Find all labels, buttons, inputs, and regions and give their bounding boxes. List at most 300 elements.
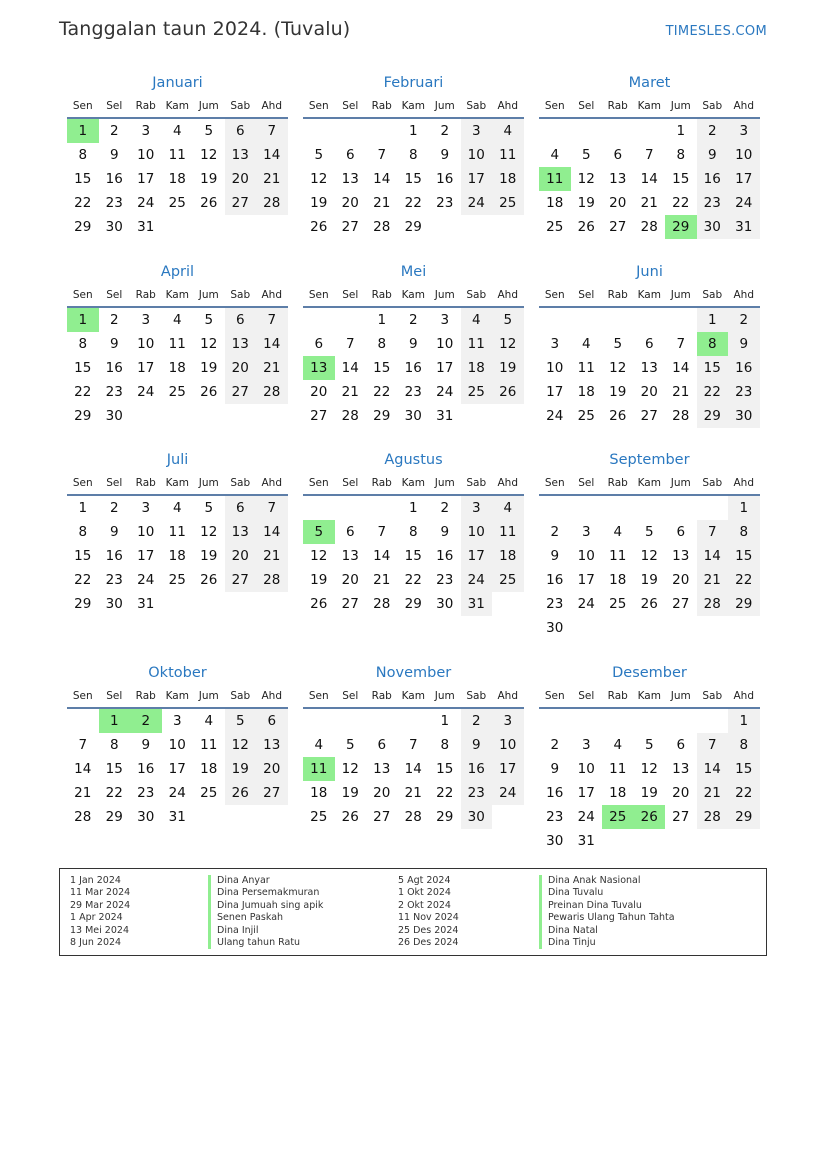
weekday-label: Rab — [371, 690, 392, 702]
day-cell: 26 — [310, 219, 328, 235]
day-cell: 10 — [492, 733, 524, 757]
empty-day-cell — [492, 215, 524, 239]
day-cell: 7 — [256, 496, 288, 520]
legend-right-names — [539, 875, 675, 949]
day-cell: 19 — [200, 548, 218, 564]
day-cell: 16 — [697, 167, 729, 191]
day-cell: 15 — [728, 544, 760, 568]
week-row — [67, 191, 288, 215]
month-januari — [67, 72, 288, 239]
empty-day-cell — [602, 496, 634, 520]
day-cell: 13 — [609, 171, 627, 187]
day-cell: 30 — [546, 833, 564, 849]
day-cell: 5 — [225, 709, 257, 733]
day-cell: 23 — [436, 195, 454, 211]
week-row — [539, 592, 760, 616]
empty-day-cell — [634, 616, 666, 640]
day-cell: 28 — [640, 219, 658, 235]
day-cell: 10 — [436, 336, 454, 352]
day-cell: 30 — [461, 805, 493, 829]
weekday-label: Sen — [72, 477, 93, 489]
day-cell: 30 — [105, 219, 123, 235]
day-cell: 18 — [609, 785, 627, 801]
day-cell: 1 — [440, 713, 450, 729]
empty-day-cell — [539, 119, 571, 143]
day-cell: 29 — [105, 809, 123, 825]
legend-holiday-name: Dina Jumuah sing apik — [208, 900, 323, 912]
day-cell: 11 — [609, 761, 627, 777]
day-cell: 7 — [644, 147, 654, 163]
day-cell: 28 — [697, 805, 729, 829]
day-cell: 23 — [461, 781, 493, 805]
weekday-label: Ahd — [261, 690, 282, 702]
day-cell: 12 — [341, 761, 359, 777]
day-cell: 6 — [377, 737, 387, 753]
day-cell: 2 — [697, 119, 729, 143]
day-cell: 4 — [172, 312, 182, 328]
day-cell: 23 — [728, 380, 760, 404]
legend-holiday-name: Pewaris Ulang Tahun Tahta — [539, 912, 675, 924]
week-row — [539, 308, 760, 332]
weekday-label: Kam — [401, 100, 425, 112]
day-cell: 26 — [310, 596, 328, 612]
legend-left-names — [208, 875, 323, 949]
holiday-day-cell: 1 — [99, 709, 131, 733]
day-cell: 24 — [461, 568, 493, 592]
weekday-label: Rab — [135, 100, 156, 112]
day-cell: 11 — [168, 336, 186, 352]
day-cell: 19 — [640, 572, 658, 588]
week-row — [303, 332, 524, 356]
day-cell: 23 — [105, 572, 123, 588]
holiday-day-cell: 29 — [665, 215, 697, 239]
day-cell: 31 — [168, 809, 186, 825]
day-cell: 17 — [137, 171, 155, 187]
week-row — [539, 356, 760, 380]
day-cell: 26 — [609, 408, 627, 424]
day-cell: 9 — [141, 737, 151, 753]
holiday-day-cell: 26 — [634, 805, 666, 829]
legend-holiday-date: 2 Okt 2024 — [398, 899, 451, 911]
day-cell: 10 — [137, 524, 155, 540]
week-row — [303, 781, 524, 805]
day-cell: 27 — [609, 219, 627, 235]
holiday-day-cell: 5 — [303, 520, 335, 544]
day-cell: 16 — [436, 548, 454, 564]
day-cell: 27 — [256, 781, 288, 805]
day-cell: 11 — [168, 524, 186, 540]
day-cell: 27 — [225, 568, 257, 592]
day-cell: 6 — [676, 737, 686, 753]
month-november — [303, 662, 524, 829]
day-cell: 7 — [78, 737, 88, 753]
day-cell: 17 — [546, 384, 564, 400]
day-cell: 18 — [461, 356, 493, 380]
day-cell: 22 — [697, 380, 729, 404]
day-cell: 25 — [168, 384, 186, 400]
weekday-label: Sab — [702, 477, 723, 489]
week-row — [303, 308, 524, 332]
day-cell: 14 — [672, 360, 690, 376]
day-cell: 20 — [225, 544, 257, 568]
day-cell: 9 — [440, 147, 450, 163]
day-cell: 7 — [408, 737, 418, 753]
day-cell: 26 — [577, 219, 595, 235]
empty-day-cell — [539, 496, 571, 520]
day-cell: 1 — [728, 709, 760, 733]
day-cell: 26 — [200, 572, 218, 588]
day-cell: 31 — [728, 215, 760, 239]
day-cell: 22 — [436, 785, 454, 801]
holiday-day-cell: 25 — [602, 805, 634, 829]
weekday-label: Sab — [702, 690, 723, 702]
day-cell: 11 — [461, 332, 493, 356]
weekday-label: Jum — [670, 100, 691, 112]
day-cell: 2 — [550, 524, 560, 540]
day-cell: 20 — [225, 356, 257, 380]
day-cell: 19 — [310, 572, 328, 588]
weekday-label: Kam — [637, 477, 661, 489]
day-cell: 21 — [373, 195, 391, 211]
legend-holiday-name: Dina Tuvalu — [539, 887, 675, 899]
empty-day-cell — [602, 616, 634, 640]
day-cell: 2 — [109, 500, 119, 516]
day-cell: 7 — [697, 733, 729, 757]
day-cell: 21 — [697, 568, 729, 592]
empty-day-cell — [256, 215, 288, 239]
weekday-label: Kam — [165, 690, 189, 702]
day-cell: 29 — [74, 596, 92, 612]
holiday-day-cell: 11 — [539, 167, 571, 191]
day-cell: 7 — [256, 308, 288, 332]
day-cell: 13 — [225, 332, 257, 356]
day-cell: 8 — [408, 147, 418, 163]
day-cell: 27 — [373, 809, 391, 825]
empty-day-cell — [634, 829, 666, 853]
day-cell: 18 — [577, 384, 595, 400]
month-mei — [303, 261, 524, 428]
empty-day-cell — [634, 308, 666, 332]
empty-day-cell — [303, 308, 335, 332]
day-cell: 17 — [436, 360, 454, 376]
weekday-header — [303, 286, 524, 308]
day-cell: 22 — [373, 384, 391, 400]
day-cell: 29 — [74, 219, 92, 235]
day-cell: 16 — [404, 360, 422, 376]
day-cell: 26 — [200, 384, 218, 400]
day-cell: 29 — [728, 805, 760, 829]
day-cell: 25 — [461, 380, 493, 404]
day-cell: 12 — [200, 524, 218, 540]
day-cell: 18 — [310, 785, 328, 801]
day-cell: 31 — [461, 592, 493, 616]
day-cell: 25 — [546, 219, 564, 235]
day-cell: 11 — [492, 520, 524, 544]
day-cell: 24 — [492, 781, 524, 805]
weekday-label: Sel — [342, 690, 359, 702]
week-row — [67, 496, 288, 520]
weekday-label: Rab — [371, 100, 392, 112]
day-cell: 8 — [728, 520, 760, 544]
day-cell: 4 — [172, 500, 182, 516]
day-cell: 5 — [644, 737, 654, 753]
empty-day-cell — [571, 616, 603, 640]
day-cell: 19 — [200, 360, 218, 376]
day-cell: 6 — [256, 709, 288, 733]
day-cell: 1 — [697, 308, 729, 332]
day-cell: 21 — [256, 356, 288, 380]
week-row — [67, 544, 288, 568]
day-cell: 6 — [314, 336, 324, 352]
day-cell: 29 — [436, 809, 454, 825]
legend-holiday-date: 5 Agt 2024 — [398, 875, 451, 886]
week-row — [303, 520, 524, 544]
day-cell: 27 — [640, 408, 658, 424]
day-cell: 8 — [109, 737, 119, 753]
day-cell: 2 — [550, 737, 560, 753]
day-cell: 2 — [728, 308, 760, 332]
weekday-label: Jum — [198, 690, 219, 702]
weekday-label: Ahd — [497, 100, 518, 112]
week-row — [303, 757, 524, 781]
day-cell: 15 — [373, 360, 391, 376]
day-cell: 12 — [310, 548, 328, 564]
day-cell: 4 — [581, 336, 591, 352]
week-row — [67, 143, 288, 167]
day-cell: 1 — [408, 500, 418, 516]
empty-day-cell — [225, 592, 257, 616]
empty-day-cell — [366, 496, 398, 520]
day-cell: 28 — [373, 219, 391, 235]
day-cell: 7 — [377, 147, 387, 163]
weekday-label: Jum — [670, 289, 691, 301]
day-cell: 22 — [728, 568, 760, 592]
day-cell: 26 — [200, 195, 218, 211]
weekday-label: Rab — [135, 477, 156, 489]
day-cell: 16 — [105, 360, 123, 376]
day-cell: 16 — [436, 171, 454, 187]
weekday-label: Sab — [466, 477, 487, 489]
day-cell: 25 — [492, 568, 524, 592]
week-row — [539, 733, 760, 757]
day-cell: 10 — [546, 360, 564, 376]
day-cell: 28 — [404, 809, 422, 825]
day-cell: 21 — [640, 195, 658, 211]
day-cell: 18 — [609, 572, 627, 588]
day-cell: 21 — [341, 384, 359, 400]
day-cell: 26 — [640, 596, 658, 612]
month-name: Februari — [383, 75, 444, 91]
empty-day-cell — [366, 709, 398, 733]
weekday-label: Rab — [371, 289, 392, 301]
day-cell: 9 — [109, 336, 119, 352]
empty-day-cell — [602, 829, 634, 853]
day-cell: 9 — [109, 147, 119, 163]
weekday-header — [303, 687, 524, 709]
legend-holiday-date: 11 Nov 2024 — [398, 912, 459, 924]
week-row — [67, 568, 288, 592]
day-cell: 3 — [461, 119, 493, 143]
weekday-label: Sab — [230, 100, 251, 112]
day-cell: 16 — [137, 761, 155, 777]
empty-day-cell — [602, 119, 634, 143]
day-cell: 11 — [577, 360, 595, 376]
day-cell: 20 — [256, 757, 288, 781]
day-cell: 14 — [697, 757, 729, 781]
day-cell: 30 — [436, 596, 454, 612]
day-cell: 14 — [697, 544, 729, 568]
day-cell: 19 — [200, 171, 218, 187]
day-cell: 4 — [314, 737, 324, 753]
day-cell: 7 — [377, 524, 387, 540]
day-cell: 31 — [137, 596, 155, 612]
weekday-label: Sen — [544, 690, 565, 702]
brand-link[interactable]: TIMESLES.COM — [665, 24, 767, 39]
week-row — [539, 757, 760, 781]
day-cell: 20 — [609, 195, 627, 211]
week-row — [303, 544, 524, 568]
empty-day-cell — [665, 308, 697, 332]
weekday-header — [67, 474, 288, 496]
day-cell: 22 — [74, 195, 92, 211]
day-cell: 17 — [461, 167, 493, 191]
day-cell: 5 — [644, 524, 654, 540]
empty-day-cell — [728, 829, 760, 853]
day-cell: 17 — [577, 572, 595, 588]
empty-day-cell — [429, 215, 461, 239]
day-cell: 24 — [137, 195, 155, 211]
day-cell: 13 — [225, 520, 257, 544]
weekday-label: Ahd — [733, 100, 754, 112]
weekday-label: Sen — [308, 690, 329, 702]
month-agustus — [303, 449, 524, 616]
day-cell: 1 — [728, 496, 760, 520]
day-cell: 25 — [492, 191, 524, 215]
day-cell: 17 — [492, 757, 524, 781]
day-cell: 12 — [640, 761, 658, 777]
empty-day-cell — [539, 308, 571, 332]
weekday-label: Jum — [198, 477, 219, 489]
day-cell: 25 — [310, 809, 328, 825]
day-cell: 9 — [550, 761, 560, 777]
day-cell: 2 — [440, 123, 450, 139]
weekday-label: Jum — [670, 690, 691, 702]
weekday-label: Sel — [106, 690, 123, 702]
legend-left-dates — [70, 875, 130, 949]
day-cell: 9 — [461, 733, 493, 757]
day-cell: 19 — [577, 195, 595, 211]
day-cell: 16 — [546, 572, 564, 588]
empty-day-cell — [335, 709, 367, 733]
day-cell: 5 — [345, 737, 355, 753]
empty-day-cell — [461, 215, 493, 239]
day-cell: 21 — [404, 785, 422, 801]
day-cell: 1 — [377, 312, 387, 328]
day-cell: 26 — [341, 809, 359, 825]
holiday-day-cell: 11 — [303, 757, 335, 781]
day-cell: 5 — [492, 308, 524, 332]
day-cell: 3 — [728, 119, 760, 143]
holiday-day-cell: 13 — [303, 356, 335, 380]
day-cell: 5 — [613, 336, 623, 352]
day-cell: 22 — [404, 195, 422, 211]
day-cell: 16 — [105, 171, 123, 187]
week-row — [539, 332, 760, 356]
weekday-label: Sel — [106, 100, 123, 112]
day-cell: 9 — [440, 524, 450, 540]
holiday-day-cell: 1 — [67, 119, 99, 143]
day-cell: 8 — [728, 733, 760, 757]
weekday-label: Ahd — [733, 289, 754, 301]
day-cell: 31 — [137, 219, 155, 235]
empty-day-cell — [303, 496, 335, 520]
day-cell: 14 — [256, 520, 288, 544]
day-cell: 16 — [546, 785, 564, 801]
weekday-label: Sen — [72, 690, 93, 702]
day-cell: 29 — [373, 408, 391, 424]
weekday-label: Jum — [434, 477, 455, 489]
weekday-label: Sel — [106, 289, 123, 301]
weekday-label: Jum — [434, 100, 455, 112]
empty-day-cell — [398, 709, 430, 733]
weekday-header — [303, 474, 524, 496]
day-cell: 3 — [440, 312, 450, 328]
empty-day-cell — [492, 592, 524, 616]
weekday-label: Sab — [466, 100, 487, 112]
weekday-label: Sel — [578, 100, 595, 112]
day-cell: 24 — [137, 572, 155, 588]
day-cell: 24 — [577, 596, 595, 612]
legend-holiday-date: 1 Apr 2024 — [70, 912, 123, 924]
week-row — [303, 709, 524, 733]
weekday-label: Sab — [466, 289, 487, 301]
week-row — [67, 781, 288, 805]
day-cell: 28 — [341, 408, 359, 424]
day-cell: 13 — [341, 171, 359, 187]
day-cell: 27 — [341, 596, 359, 612]
day-cell: 11 — [200, 737, 218, 753]
day-cell: 17 — [137, 548, 155, 564]
day-cell: 4 — [613, 524, 623, 540]
week-row — [67, 757, 288, 781]
day-cell: 6 — [345, 147, 355, 163]
empty-day-cell — [665, 829, 697, 853]
day-cell: 18 — [168, 171, 186, 187]
day-cell: 2 — [109, 123, 119, 139]
empty-day-cell — [634, 496, 666, 520]
week-row — [67, 404, 288, 428]
day-cell: 20 — [310, 384, 328, 400]
day-cell: 30 — [105, 596, 123, 612]
day-cell: 30 — [404, 408, 422, 424]
legend-holiday-name: Dina Anyar — [208, 875, 323, 887]
week-row — [539, 143, 760, 167]
day-cell: 17 — [137, 360, 155, 376]
weekday-label: Ahd — [497, 477, 518, 489]
empty-day-cell — [697, 496, 729, 520]
day-cell: 9 — [550, 548, 560, 564]
weekday-label: Ahd — [497, 289, 518, 301]
day-cell: 18 — [168, 548, 186, 564]
day-cell: 25 — [200, 785, 218, 801]
day-cell: 12 — [310, 171, 328, 187]
week-row — [67, 592, 288, 616]
weekday-label: Kam — [401, 477, 425, 489]
legend-holiday-name: Senen Paskah — [208, 912, 323, 924]
weekday-label: Kam — [637, 289, 661, 301]
day-cell: 15 — [697, 356, 729, 380]
legend-holiday-name: Ulang tahun Ratu — [208, 937, 323, 949]
